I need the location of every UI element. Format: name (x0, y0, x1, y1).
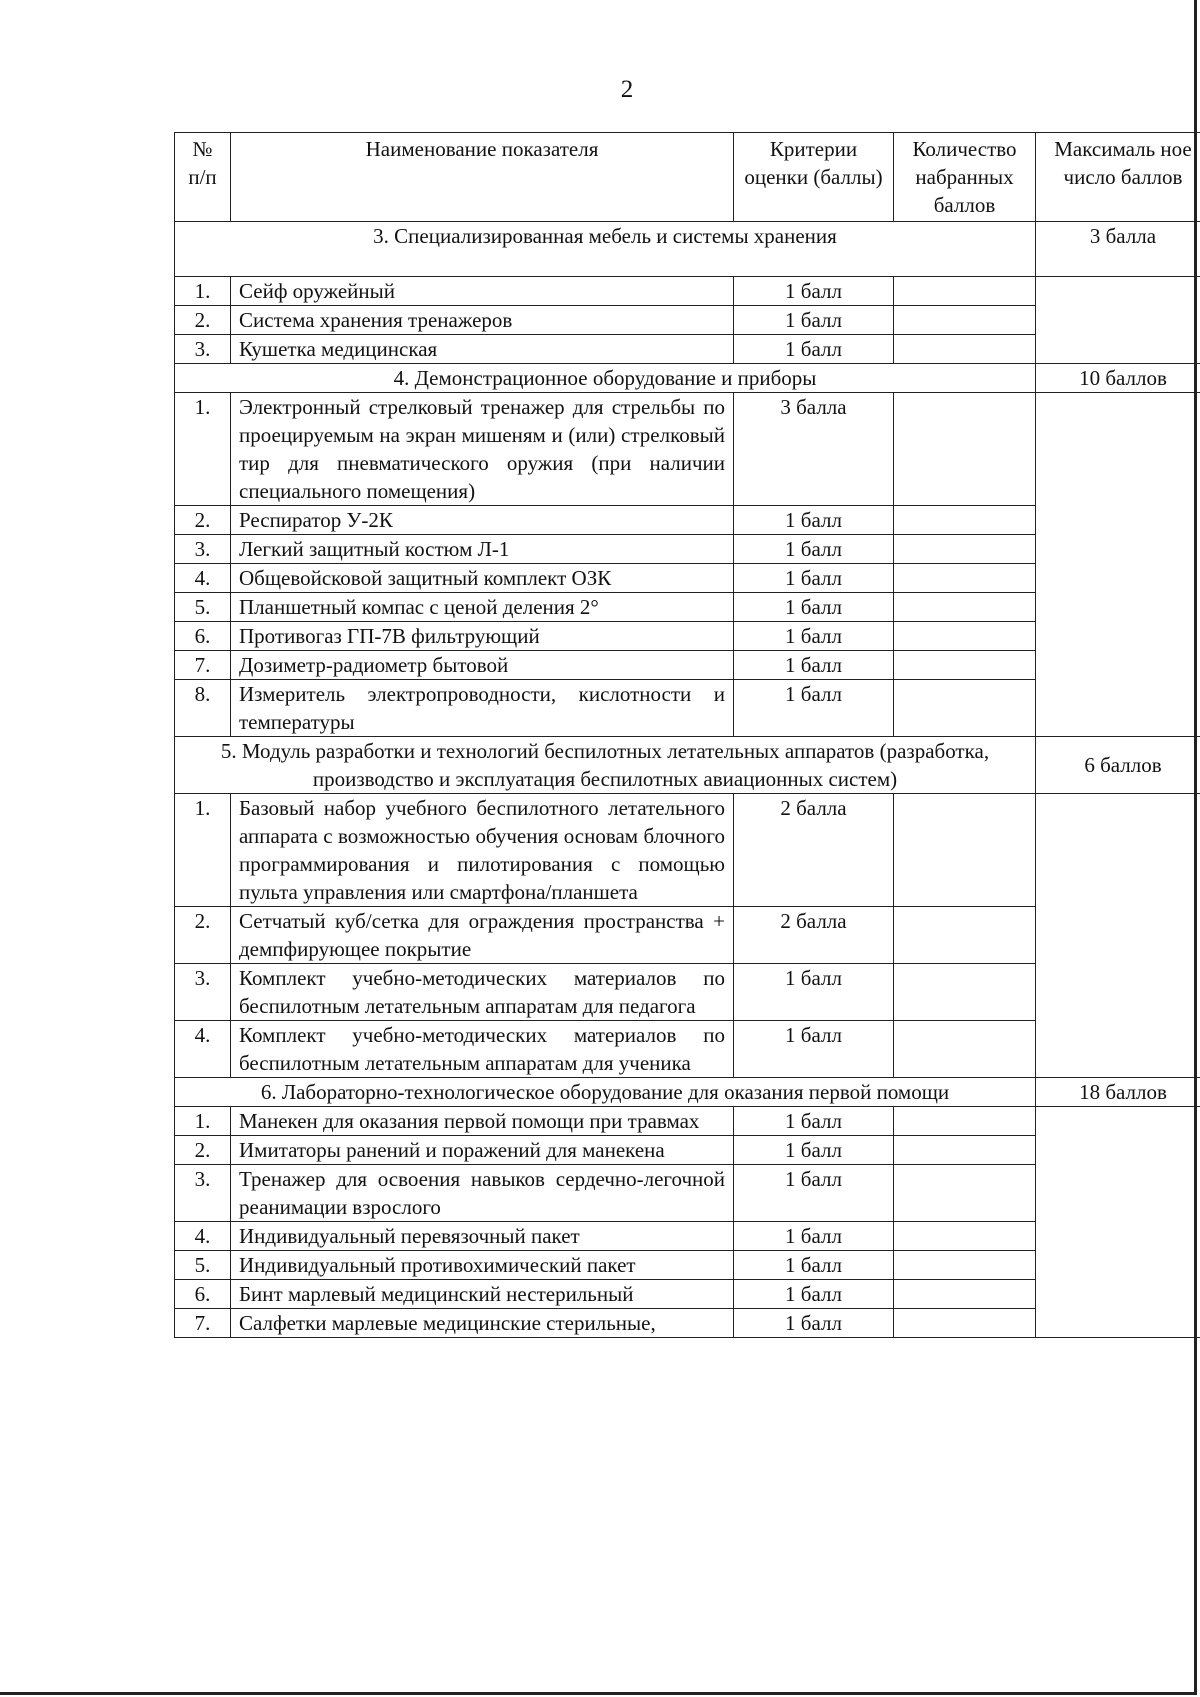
row-criteria: 1 балл (734, 622, 894, 651)
row-name: Имитаторы ранений и поражений для манекена (231, 1136, 734, 1165)
row-num: 8. (175, 680, 231, 737)
row-score-cell[interactable] (894, 593, 1036, 622)
row-num: 4. (175, 1021, 231, 1078)
row-name: Дозиметр-радиометр бытовой (231, 651, 734, 680)
row-criteria: 1 балл (734, 1165, 894, 1222)
row-score-cell[interactable] (894, 1251, 1036, 1280)
row-num: 4. (175, 1222, 231, 1251)
row-criteria: 1 балл (734, 277, 894, 306)
row-num: 7. (175, 651, 231, 680)
section-max-score: 6 баллов (1036, 737, 1200, 794)
row-num: 7. (175, 1309, 231, 1338)
section-header-row (175, 364, 1200, 393)
header-criteria: Критерии оценки (баллы) (734, 133, 894, 222)
row-score-cell[interactable] (894, 1309, 1036, 1338)
section-max-cell (1036, 794, 1200, 1078)
row-score-cell[interactable] (894, 564, 1036, 593)
row-criteria: 1 балл (734, 1107, 894, 1136)
section-max-score: 18 баллов (1036, 1078, 1200, 1107)
row-num: 2. (175, 306, 231, 335)
row-num: 3. (175, 964, 231, 1021)
row-score-cell[interactable] (894, 335, 1036, 364)
row-criteria: 1 балл (734, 1136, 894, 1165)
row-criteria: 1 балл (734, 335, 894, 364)
row-num: 2. (175, 907, 231, 964)
section-header-row (175, 222, 1200, 277)
header-max: Максималь ное число баллов (1036, 133, 1200, 222)
row-criteria: 1 балл (734, 1222, 894, 1251)
row-score-cell[interactable] (894, 1280, 1036, 1309)
row-name: Противогаз ГП-7В фильтрующий (231, 622, 734, 651)
row-criteria: 1 балл (734, 1021, 894, 1078)
row-criteria: 1 балл (734, 535, 894, 564)
row-name: Тренажер для освоения навыков сердечно-легочной реанимации взрослого (231, 1165, 734, 1222)
section-max-cell (1036, 1107, 1200, 1338)
header-num: № п/п (175, 133, 231, 222)
section-header-row (175, 1078, 1200, 1107)
row-name: Планшетный компас с ценой деления 2° (231, 593, 734, 622)
row-name: Бинт марлевый медицинский нестерильный (231, 1280, 734, 1309)
row-score-cell[interactable] (894, 794, 1036, 907)
row-score-cell[interactable] (894, 277, 1036, 306)
row-name: Сейф оружейный (231, 277, 734, 306)
row-num: 3. (175, 1165, 231, 1222)
row-score-cell[interactable] (894, 680, 1036, 737)
row-score-cell[interactable] (894, 1021, 1036, 1078)
row-num: 5. (175, 1251, 231, 1280)
row-name: Сетчатый куб/сетка для ограждения пространства + демпфирующее покрытие (231, 907, 734, 964)
row-name: Манекен для оказания первой помощи при травмах (231, 1107, 734, 1136)
row-score-cell[interactable] (894, 393, 1036, 506)
section-6 (175, 1078, 1200, 1338)
section-title: 5. Модуль разработки и технологий беспилотных летательных аппаратов (разработка, производство и эксплуатация беспилотных авиационных систем) (175, 737, 1036, 794)
section-5 (175, 737, 1200, 1078)
row-criteria: 2 балла (734, 794, 894, 907)
row-name: Комплект учебно-методических материалов по беспилотным летательным аппаратам для ученика (231, 1021, 734, 1078)
row-name: Индивидуальный противохимический пакет (231, 1251, 734, 1280)
row-criteria: 1 балл (734, 593, 894, 622)
section-max-score: 10 баллов (1036, 364, 1200, 393)
row-name: Индивидуальный перевязочный пакет (231, 1222, 734, 1251)
header-name: Наименование показателя (231, 133, 734, 222)
row-criteria: 2 балла (734, 907, 894, 964)
page-number: 2 (620, 76, 634, 103)
row-num: 2. (175, 1136, 231, 1165)
row-name: Салфетки марлевые медицинские стерильные, (231, 1309, 734, 1338)
row-score-cell[interactable] (894, 907, 1036, 964)
section-title: 3. Специализированная мебель и системы хранения (175, 222, 1036, 277)
row-score-cell[interactable] (894, 1136, 1036, 1165)
row-criteria: 1 балл (734, 1251, 894, 1280)
table-header-row (175, 133, 1200, 222)
section-title: 4. Демонстрационное оборудование и приборы (175, 364, 1036, 393)
section-max-cell (1036, 277, 1200, 364)
row-num: 3. (175, 535, 231, 564)
row-criteria: 1 балл (734, 1280, 894, 1309)
row-name: Система хранения тренажеров (231, 306, 734, 335)
row-score-cell[interactable] (894, 1165, 1036, 1222)
section-max-cell (1036, 393, 1200, 737)
section-header-row (175, 737, 1200, 794)
row-criteria: 1 балл (734, 680, 894, 737)
table-row (175, 1107, 1200, 1136)
row-criteria: 1 балл (734, 964, 894, 1021)
row-name: Легкий защитный костюм Л-1 (231, 535, 734, 564)
section-max-score: 3 балла (1036, 222, 1200, 277)
section-3 (175, 222, 1200, 364)
row-criteria: 1 балл (734, 564, 894, 593)
row-score-cell[interactable] (894, 1107, 1036, 1136)
row-num: 1. (175, 1107, 231, 1136)
row-score-cell[interactable] (894, 506, 1036, 535)
row-name: Базовый набор учебного беспилотного летательного аппарата с возможностью обучения основам блочного программирования и пилотирования с помощью пульта управления или смартфона/планшета (231, 794, 734, 907)
row-criteria: 1 балл (734, 1309, 894, 1338)
row-name: Респиратор У-2К (231, 506, 734, 535)
row-name: Измеритель электропроводности, кислотности и температуры (231, 680, 734, 737)
row-num: 1. (175, 393, 231, 506)
row-criteria: 1 балл (734, 506, 894, 535)
row-name: Комплект учебно-методических материалов по беспилотным летательным аппаратам для педагога (231, 964, 734, 1021)
row-criteria: 3 балла (734, 393, 894, 506)
section-title: 6. Лабораторно-технологическое оборудование для оказания первой помощи (175, 1078, 1036, 1107)
row-score-cell[interactable] (894, 964, 1036, 1021)
row-num: 3. (175, 335, 231, 364)
row-score-cell[interactable] (894, 306, 1036, 335)
row-criteria: 1 балл (734, 651, 894, 680)
header-scored: Количество набранных баллов (894, 133, 1036, 222)
criteria-table (174, 132, 1200, 1338)
row-name: Электронный стрелковый тренажер для стрельбы по проецируемым на экран мишеням и (или) стрелковый тир для пневматического оружия (при наличии специального помещения) (231, 393, 734, 506)
section-4 (175, 364, 1200, 737)
row-score-cell[interactable] (894, 622, 1036, 651)
table-row (175, 794, 1200, 907)
row-num: 6. (175, 1280, 231, 1309)
row-score-cell[interactable] (894, 535, 1036, 564)
row-score-cell[interactable] (894, 1222, 1036, 1251)
row-name: Кушетка медицинская (231, 335, 734, 364)
table-row (175, 277, 1200, 306)
row-score-cell[interactable] (894, 651, 1036, 680)
row-num: 1. (175, 277, 231, 306)
row-criteria: 1 балл (734, 306, 894, 335)
row-num: 1. (175, 794, 231, 907)
row-num: 2. (175, 506, 231, 535)
row-name: Общевойсковой защитный комплект ОЗК (231, 564, 734, 593)
row-num: 4. (175, 564, 231, 593)
row-num: 6. (175, 622, 231, 651)
table-row (175, 393, 1200, 506)
row-num: 5. (175, 593, 231, 622)
